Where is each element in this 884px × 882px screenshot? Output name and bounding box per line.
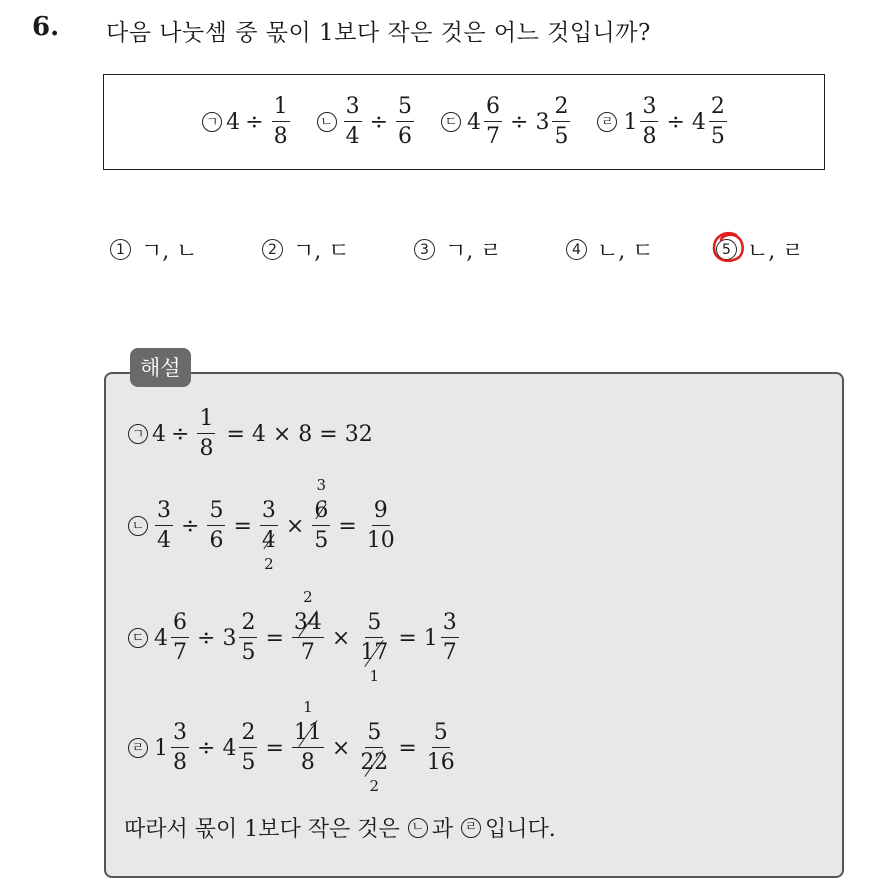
question-number: 6. bbox=[32, 12, 60, 42]
numerator: 6 bbox=[171, 612, 189, 638]
label-circle-icon: ㄱ bbox=[128, 424, 148, 444]
numerator: 3 bbox=[344, 96, 362, 122]
equals: = bbox=[265, 735, 284, 761]
equals: = bbox=[233, 513, 252, 539]
choice-4[interactable] bbox=[566, 234, 654, 265]
numerator bbox=[292, 588, 324, 638]
choice-text: ㄴ, ㄹ bbox=[747, 239, 804, 264]
numerator: 3 bbox=[441, 612, 459, 638]
choice-number-icon: 3 bbox=[414, 239, 435, 260]
denominator: 6 bbox=[398, 124, 412, 149]
solution-line-a bbox=[124, 408, 373, 460]
times-operator: × bbox=[331, 625, 351, 651]
numerator bbox=[312, 476, 330, 526]
fraction bbox=[344, 96, 362, 148]
denominator: 5 bbox=[554, 124, 569, 149]
cancelled-digit: 22 bbox=[360, 750, 389, 775]
numerator: 2 bbox=[239, 612, 257, 638]
numerator: 2 bbox=[239, 722, 257, 748]
label-circle-icon: ㄹ bbox=[128, 738, 148, 758]
label-circle-icon: ㄷ bbox=[441, 112, 461, 132]
denominator: 5 bbox=[314, 528, 329, 553]
label-circle-icon: ㄴ bbox=[408, 818, 428, 838]
fraction bbox=[640, 96, 658, 148]
fraction bbox=[239, 722, 257, 774]
divide-operator: ÷ bbox=[181, 513, 200, 539]
reduced-digit: 1 bbox=[369, 667, 380, 685]
whole: 4 bbox=[467, 109, 481, 135]
choice-5[interactable] bbox=[716, 234, 804, 265]
label-circle-icon: ㄴ bbox=[128, 516, 148, 536]
numerator: 3 bbox=[260, 500, 278, 526]
denominator: 16 bbox=[426, 750, 455, 775]
divide-operator: ÷ bbox=[666, 109, 685, 135]
denominator: 8 bbox=[642, 124, 657, 149]
equals: = bbox=[265, 625, 284, 651]
conclusion-text: 과 bbox=[431, 817, 454, 842]
fraction bbox=[207, 500, 225, 552]
numerator: 1 bbox=[197, 408, 215, 434]
fraction bbox=[171, 612, 189, 664]
fraction bbox=[292, 698, 324, 775]
denominator: 4 bbox=[157, 528, 171, 553]
numerator: 3 bbox=[171, 722, 189, 748]
whole: 4 bbox=[152, 421, 166, 447]
reduced-digit: 1 bbox=[303, 698, 313, 716]
whole: 4 bbox=[691, 109, 706, 135]
denominator: 5 bbox=[241, 640, 256, 665]
denominator: 8 bbox=[173, 750, 187, 775]
divide-operator: ÷ bbox=[245, 109, 264, 135]
numerator: 2 bbox=[552, 96, 570, 122]
numerator: 5 bbox=[396, 96, 414, 122]
whole: 4 bbox=[154, 625, 168, 651]
denominator bbox=[358, 638, 390, 685]
label-circle-icon: ㄴ bbox=[317, 112, 337, 132]
reduced-digit: 2 bbox=[369, 777, 380, 795]
solution-line-b bbox=[124, 476, 400, 573]
equals: = bbox=[398, 735, 417, 761]
conclusion-text: 따라서 몫이 1보다 작은 것은 bbox=[124, 817, 400, 842]
divide-operator: ÷ bbox=[369, 109, 388, 135]
problem-box bbox=[103, 74, 825, 170]
fraction bbox=[396, 96, 414, 148]
fraction bbox=[155, 500, 173, 552]
fraction bbox=[358, 720, 390, 795]
solution-conclusion bbox=[124, 812, 556, 843]
whole: 1 bbox=[623, 109, 638, 135]
fraction bbox=[709, 96, 727, 148]
choice-3[interactable] bbox=[414, 234, 502, 265]
divide-operator: ÷ bbox=[171, 421, 190, 447]
divide-operator: ÷ bbox=[510, 109, 529, 135]
equals: = bbox=[338, 513, 357, 539]
solution-line-d bbox=[124, 698, 460, 795]
red-circle-mark-icon bbox=[708, 228, 748, 268]
fraction bbox=[365, 500, 397, 552]
cancelled-digit: 17 bbox=[360, 640, 389, 665]
question-text: 다음 나눗셈 중 몫이 1보다 작은 것은 어느 것입니까? bbox=[106, 20, 651, 46]
denominator: 8 bbox=[300, 750, 315, 775]
numerator: 5 bbox=[365, 722, 383, 748]
choice-text: ㄱ, ㄹ bbox=[445, 239, 502, 264]
denominator: 5 bbox=[241, 750, 256, 775]
choice-2[interactable] bbox=[262, 234, 350, 265]
choice-number-icon: 1 bbox=[110, 239, 131, 260]
label-circle-icon: ㄹ bbox=[597, 112, 617, 132]
label-circle-icon: ㄷ bbox=[128, 628, 148, 648]
problem-row bbox=[104, 75, 824, 169]
whole: 4 bbox=[226, 109, 241, 135]
denominator bbox=[260, 526, 278, 573]
fraction bbox=[484, 96, 502, 148]
denominator: 6 bbox=[209, 528, 224, 553]
denominator: 7 bbox=[486, 124, 500, 149]
numerator: 3 bbox=[640, 96, 658, 122]
fraction bbox=[272, 96, 290, 148]
selected-wrapper bbox=[716, 239, 747, 260]
numerator: 1 bbox=[272, 96, 290, 122]
fraction bbox=[292, 588, 324, 665]
cancelled-digit: 4 bbox=[261, 528, 276, 553]
fraction bbox=[358, 610, 390, 685]
choice-number-icon: 4 bbox=[566, 239, 587, 260]
problem-c bbox=[437, 96, 573, 148]
solution-tag: 해설 bbox=[130, 348, 191, 387]
problem-b bbox=[313, 96, 417, 148]
reduced-digit: 2 bbox=[303, 588, 313, 606]
times-operator: × bbox=[285, 513, 305, 539]
numerator: 5 bbox=[432, 722, 450, 748]
numerator: 9 bbox=[372, 500, 390, 526]
numerator: 2 bbox=[709, 96, 727, 122]
denominator: 7 bbox=[442, 640, 457, 665]
whole: 4 bbox=[222, 735, 237, 761]
fraction bbox=[197, 408, 215, 460]
choice-number-icon: 5 bbox=[716, 239, 737, 260]
divide-operator: ÷ bbox=[197, 625, 216, 651]
label-circle-icon: ㄱ bbox=[202, 112, 222, 132]
whole: 1 bbox=[423, 625, 438, 651]
denominator: 8 bbox=[273, 124, 288, 149]
whole: 1 bbox=[154, 735, 168, 761]
fraction bbox=[552, 96, 570, 148]
denominator: 5 bbox=[710, 124, 725, 149]
numerator: 5 bbox=[365, 612, 383, 638]
denominator: 7 bbox=[173, 640, 187, 665]
choice-text: ㄱ, ㄴ bbox=[141, 239, 198, 264]
problem-a bbox=[198, 96, 292, 148]
equals: = bbox=[398, 625, 417, 651]
numerator: 6 bbox=[484, 96, 502, 122]
cancelled-digit: 6 bbox=[314, 498, 329, 523]
label-circle-icon: ㄹ bbox=[461, 818, 481, 838]
numerator: 5 bbox=[207, 500, 225, 526]
fraction bbox=[260, 498, 278, 573]
numerator bbox=[292, 698, 324, 748]
choice-1[interactable] bbox=[110, 234, 198, 265]
whole: 3 bbox=[535, 109, 550, 135]
cancelled-digit: 34 bbox=[293, 610, 322, 635]
choice-text: ㄴ, ㄷ bbox=[597, 239, 654, 264]
whole: 3 bbox=[222, 625, 237, 651]
fraction bbox=[171, 722, 189, 774]
result: = 4 × 8 = 32 bbox=[226, 421, 373, 447]
fraction bbox=[239, 612, 257, 664]
solution-line-c bbox=[124, 588, 462, 685]
denominator: 4 bbox=[345, 124, 360, 149]
numerator: 3 bbox=[155, 500, 173, 526]
choice-text: ㄱ, ㄷ bbox=[293, 239, 350, 264]
cancelled-digit: 11 bbox=[293, 720, 322, 745]
denominator: 10 bbox=[366, 528, 395, 553]
conclusion-text: 입니다. bbox=[485, 817, 556, 842]
divide-operator: ÷ bbox=[197, 735, 216, 761]
reduced-digit: 2 bbox=[264, 555, 274, 573]
choice-number-icon: 2 bbox=[262, 239, 283, 260]
denominator: 7 bbox=[300, 640, 315, 665]
fraction bbox=[425, 722, 457, 774]
denominator: 8 bbox=[199, 436, 214, 461]
times-operator: × bbox=[331, 735, 351, 761]
denominator bbox=[358, 748, 390, 795]
reduced-digit: 3 bbox=[316, 476, 327, 494]
fraction bbox=[441, 612, 459, 664]
problem-d bbox=[593, 96, 729, 148]
fraction bbox=[312, 476, 330, 553]
